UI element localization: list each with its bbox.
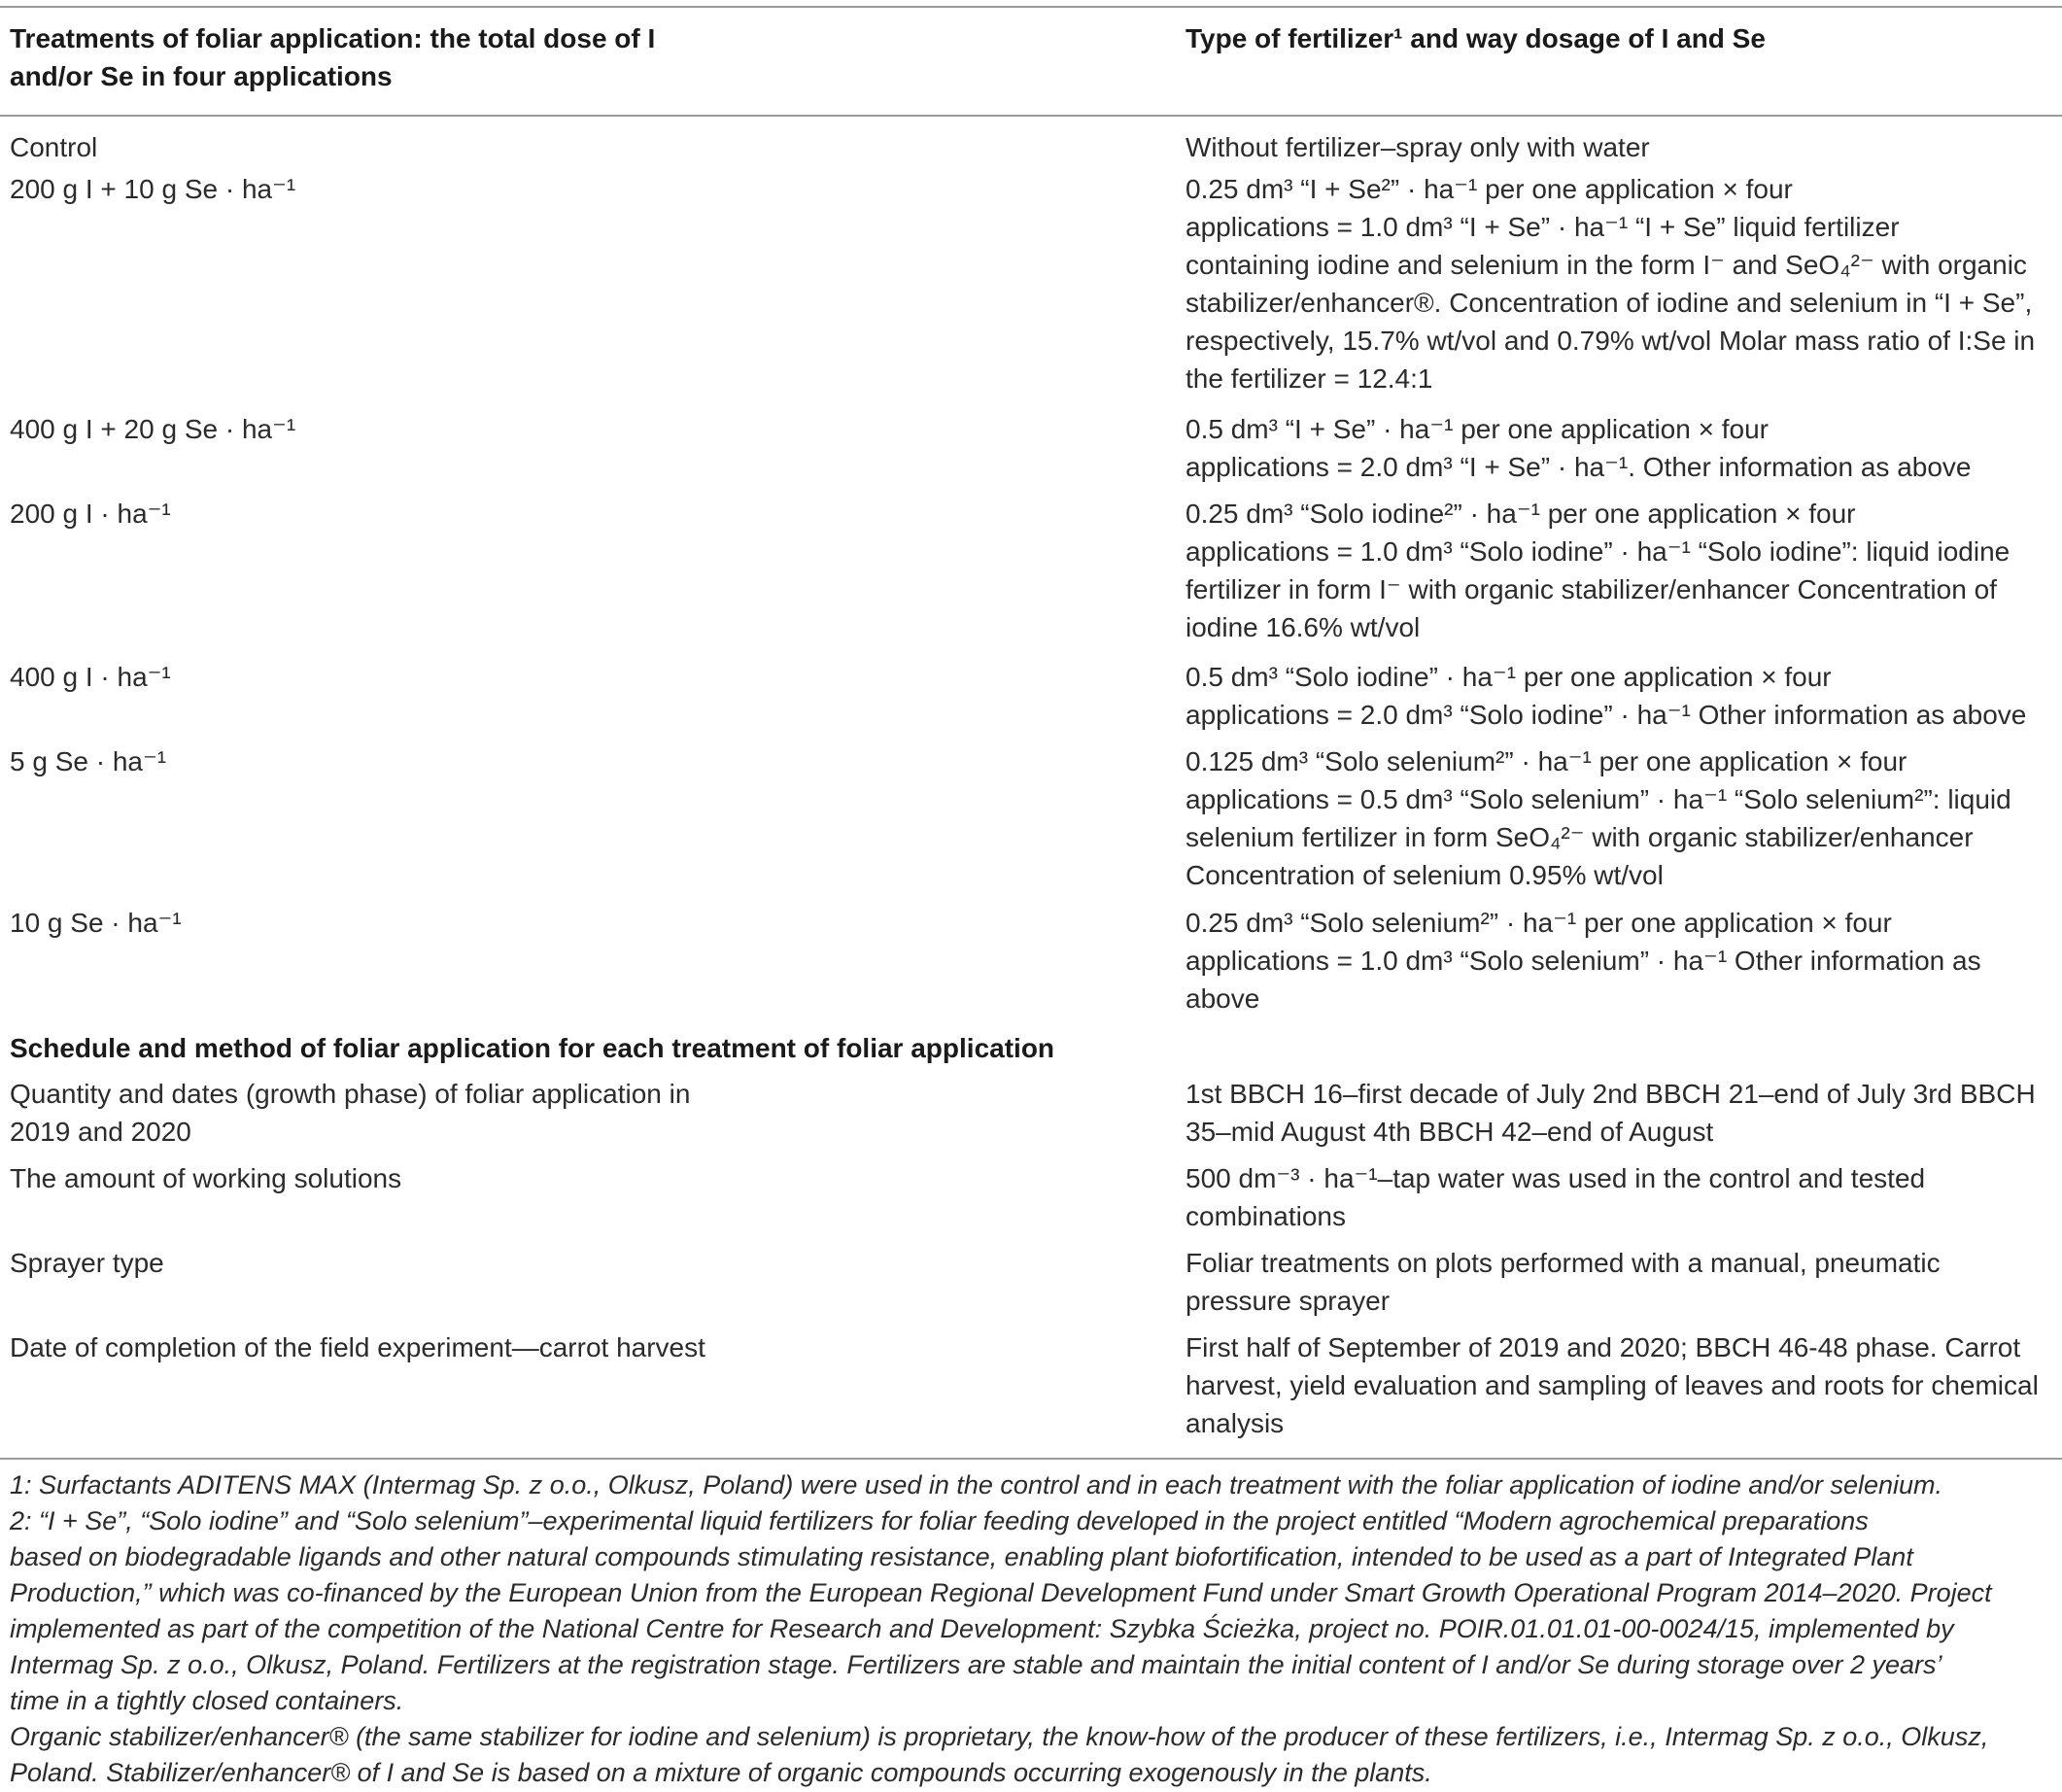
schedule-row-item	[10, 1328, 705, 1366]
treatment-text: Control	[10, 132, 98, 162]
fertilizer-text: containing iodine and selenium in the form I⁻ and SeO₄²⁻ with organic	[1186, 250, 2027, 280]
fertilizer-text: the fertilizer = 12.4:1	[1186, 363, 1433, 394]
schedule-detail-text: 1st BBCH 16–first decade of July 2nd BBCH 21–end of July 3rd BBCH	[1186, 1079, 2036, 1109]
header-fertilizer-line: Type of fertilizer¹ and way dosage of I and Se	[1186, 23, 1766, 53]
header-rule	[0, 115, 2062, 117]
table-row-treatment	[10, 410, 295, 448]
treatment-text: 10 g Se · ha⁻¹	[10, 908, 182, 938]
schedule-detail-text: analysis	[1186, 1408, 1285, 1438]
treatment-text: 5 g Se · ha⁻¹	[10, 746, 167, 776]
fertilizer-text: fertilizer in form I⁻ with organic stabilizer/enhancer Concentration of	[1186, 574, 1997, 604]
fertilizer-text: selenium fertilizer in form SeO₄²⁻ with organic stabilizer/enhancer	[1186, 822, 1974, 852]
footnote-line: 1: Surfactants ADITENS MAX (Intermag Sp. z o.o., Olkusz, Poland) were used in the control and in each treatment with the foliar application of iodine and/or selenium.	[10, 1470, 1943, 1499]
schedule-detail-text: 500 dm⁻³ · ha⁻¹–tap water was used in the control and tested	[1186, 1163, 1926, 1193]
fertilizer-text: applications = 1.0 dm³ “Solo iodine” · ha⁻¹ “Solo iodine”: liquid iodine	[1186, 536, 2010, 567]
schedule-item-text: Sprayer type	[10, 1248, 164, 1278]
fertilizer-text: respectively, 15.7% wt/vol and 0.79% wt/vol Molar mass ratio of I:Se in	[1186, 326, 2036, 356]
schedule-detail-text: combinations	[1186, 1201, 1346, 1231]
schedule-detail-text: harvest, yield evaluation and sampling of leaves and roots for chemical	[1186, 1370, 2039, 1400]
treatment-text: 400 g I · ha⁻¹	[10, 662, 171, 692]
schedule-row-detail	[1186, 1159, 1925, 1235]
schedule-detail-text: First half of September of 2019 and 2020; BBCH 46-48 phase. Carrot	[1186, 1332, 2021, 1362]
fertilizer-text: 0.5 dm³ “Solo iodine” · ha⁻¹ per one application × four	[1186, 662, 1832, 692]
footnote-line: implemented as part of the competition of the National Centre for Research and Development: Szybka Ścieżka, project no. POIR.01.01.01-00-0024/15, implemented by	[10, 1614, 1954, 1643]
schedule-row-item	[10, 1244, 164, 1282]
schedule-detail-text: 35–mid August 4th BBCH 42–end of August	[1186, 1117, 1714, 1147]
schedule-item-text: 2019 and 2020	[10, 1117, 191, 1147]
schedule-detail-text: pressure sprayer	[1186, 1286, 1391, 1316]
schedule-item-text: The amount of working solutions	[10, 1163, 402, 1193]
footnote-line: Production,” which was co-financed by the European Union from the European Regional Development Fund under Smart Growth Operational Program 2014–2020. Project	[10, 1578, 1992, 1607]
header-treatments-line: and/or Se in four applications	[10, 61, 393, 91]
table-row-fertilizer	[1186, 658, 2026, 734]
fertilizer-text: applications = 1.0 dm³ “Solo selenium” · ha⁻¹ Other information as	[1186, 946, 1981, 976]
fertilizer-text: 0.125 dm³ “Solo selenium²” · ha⁻¹ per one application × four	[1186, 746, 1907, 776]
fertilizer-text: applications = 2.0 dm³ “I + Se” · ha⁻¹. Other information as above	[1186, 452, 1972, 482]
schedule-row-item	[10, 1075, 690, 1151]
footnote-line: Organic stabilizer/enhancer® (the same stabilizer for iodine and selenium) is proprietary, the know-how of the producer of these fertilizers, i.e., Intermag Sp. z o.o., Olkusz,	[10, 1722, 1989, 1751]
fertilizer-text: iodine 16.6% wt/vol	[1186, 612, 1421, 642]
table-row-treatment	[10, 495, 171, 533]
fertilizer-text: stabilizer/enhancer®. Concentration of iodine and selenium in “I + Se”,	[1186, 288, 2033, 318]
table-row-fertilizer	[1186, 495, 2010, 646]
table-row-fertilizer	[1186, 170, 2035, 397]
footnote-line: time in a tightly closed containers.	[10, 1686, 404, 1715]
schedule-row-detail	[1186, 1244, 1941, 1320]
table-row-fertilizer	[1186, 904, 1981, 1017]
schedule-row-detail	[1186, 1328, 2039, 1442]
table-row-fertilizer	[1186, 410, 1972, 486]
schedule-row-detail	[1186, 1075, 2036, 1151]
fertilizer-text: applications = 2.0 dm³ “Solo iodine” · ha⁻¹ Other information as above	[1186, 700, 2027, 730]
table-row-treatment	[10, 904, 182, 942]
table-row-fertilizer	[1186, 742, 2011, 894]
header-treatments	[10, 19, 655, 95]
treatment-text: 200 g I + 10 g Se · ha⁻¹	[10, 174, 296, 204]
footnote-line: Intermag Sp. z o.o., Olkusz, Poland. Fertilizers at the registration stage. Fertilizers are stable and maintain the initial content of I and/or Se during storage over 2 years’	[10, 1650, 1942, 1679]
header-fertilizer	[1186, 19, 1766, 57]
table-row-treatment	[10, 742, 166, 780]
top-rule	[0, 6, 2062, 8]
treatment-text: 200 g I · ha⁻¹	[10, 499, 171, 529]
table-row-treatment	[10, 170, 295, 208]
treatment-text: 400 g I + 20 g Se · ha⁻¹	[10, 414, 296, 444]
fertilizer-text: 0.25 dm³ “Solo iodine²” · ha⁻¹ per one application × four	[1186, 499, 1856, 529]
header-treatments-line: Treatments of foliar application: the total dose of I	[10, 23, 656, 53]
table-row-fertilizer	[1186, 128, 1650, 166]
schedule-row-item	[10, 1159, 401, 1197]
table-row-treatment	[10, 128, 97, 166]
footnotes	[10, 1467, 1992, 1791]
fertilizer-text: applications = 0.5 dm³ “Solo selenium” · ha⁻¹ “Solo selenium²”: liquid	[1186, 784, 2011, 814]
section-title: Schedule and method of foliar application for each treatment of foliar application	[10, 1033, 1055, 1063]
fertilizer-text: Concentration of selenium 0.95% wt/vol	[1186, 860, 1664, 890]
schedule-detail-text: Foliar treatments on plots performed with a manual, pneumatic	[1186, 1248, 1941, 1278]
footnote-line: Poland. Stabilizer/enhancer® of I and Se is based on a mixture of organic compounds occurring exogenously in the plants.	[10, 1758, 1432, 1787]
footer-rule	[0, 1458, 2062, 1460]
fertilizer-text: applications = 1.0 dm³ “I + Se” · ha⁻¹ “I + Se” liquid fertilizer	[1186, 212, 1900, 242]
footnote-line: based on biodegradable ligands and other natural compounds stimulating resistance, enabling plant biofortification, intended to be used as a part of Integrated Plant	[10, 1542, 1913, 1571]
fertilizer-text: 0.25 dm³ “Solo selenium²” · ha⁻¹ per one application × four	[1186, 908, 1892, 938]
fertilizer-text: above	[1186, 983, 1260, 1014]
footnote-line: 2: “I + Se”, “Solo iodine” and “Solo selenium”–experimental liquid fertilizers for foliar feeding developed in the project entitled “Modern agrochemical preparations	[10, 1506, 1869, 1535]
fertilizer-text: 0.25 dm³ “I + Se²” · ha⁻¹ per one application × four	[1186, 174, 1793, 204]
schedule-item-text: Date of completion of the field experiment—carrot harvest	[10, 1332, 705, 1362]
schedule-item-text: Quantity and dates (growth phase) of foliar application in	[10, 1079, 691, 1109]
fertilizer-text: Without fertilizer–spray only with water	[1186, 132, 1650, 162]
table-row-treatment	[10, 658, 171, 696]
fertilizer-text: 0.5 dm³ “I + Se” · ha⁻¹ per one application × four	[1186, 414, 1769, 444]
